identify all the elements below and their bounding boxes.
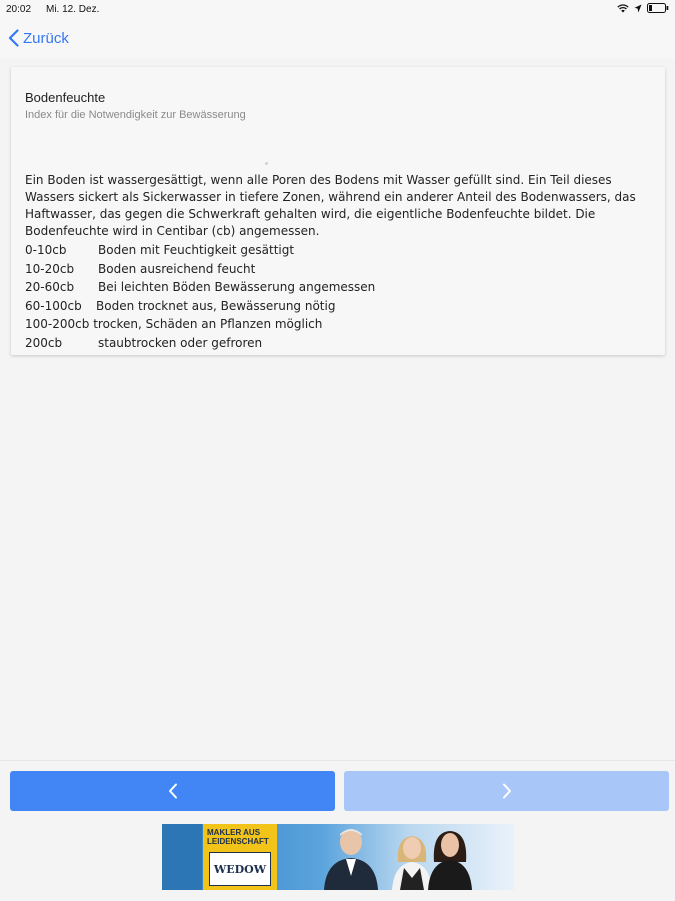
scale-text: staubtrocken oder gefroren xyxy=(98,335,263,350)
scale-row xyxy=(25,241,649,260)
scale-range: 20-60cb xyxy=(25,280,75,294)
banner-brand-panel xyxy=(203,824,277,890)
banner-accent xyxy=(162,824,202,890)
status-time: 20:02 xyxy=(6,4,32,15)
banner-headline: MAKLER AUS LEIDENSCHAFT xyxy=(207,828,269,846)
scale-text: Boden ausreichend feucht xyxy=(98,261,256,276)
next-button[interactable] xyxy=(344,771,669,811)
chevron-right-icon xyxy=(502,783,512,799)
scale-text: Boden mit Feuchtigkeit gesättigt xyxy=(98,243,295,257)
status-date: Mi. 12. Dez. xyxy=(46,4,100,15)
scale-row xyxy=(25,278,649,297)
scale-row xyxy=(25,260,649,279)
person-image xyxy=(426,828,474,890)
card-paragraph: Ein Boden ist wassergesättigt, wenn alle Poren des Bodens mit Wasser gefüllt sind. Ein Teil dieses Wassers sickert als Sickerwasser in tiefere Zonen, während ein anderer Anteil des Bodenwassers, das Haftwasser, das gegen die Schwerkraft gehalten wird, die eigentliche Bodenfeuchte bildet. Die Bodenfeuchte wird in Centibar (cb) angemessen. xyxy=(25,173,636,238)
status-bar xyxy=(0,0,675,18)
scale-text: Bei leichten Böden Bewässerung angemessen xyxy=(98,280,376,294)
content-area xyxy=(0,58,675,760)
scale-range: 200cb xyxy=(25,335,63,350)
moisture-scale xyxy=(25,241,649,352)
scale-row xyxy=(25,334,649,353)
scale-text: trocken, Schäden an Pflanzen möglich xyxy=(93,317,323,331)
back-button[interactable] xyxy=(8,26,69,50)
status-indicators xyxy=(617,3,669,13)
wifi-icon xyxy=(617,4,629,13)
info-card xyxy=(11,67,665,355)
scale-row xyxy=(25,297,649,316)
scale-range: 10-20cb xyxy=(25,261,75,276)
card-subtitle: Index für die Notwendigkeit zur Bewässerung xyxy=(25,109,246,121)
scale-range: 100-200cb xyxy=(25,317,90,331)
location-arrow-icon xyxy=(634,4,642,13)
ad-banner[interactable] xyxy=(162,824,514,890)
back-button-label: Zurück xyxy=(23,29,69,47)
scale-range: 60-100cb xyxy=(25,298,82,313)
card-body xyxy=(25,172,649,352)
banner-logo-text: WEDOW xyxy=(213,862,267,876)
bottom-toolbar xyxy=(0,760,675,901)
nav-bar xyxy=(0,18,675,58)
chevron-left-icon xyxy=(8,29,19,47)
scale-text: Boden trocknet aus, Bewässerung nötig xyxy=(96,298,336,313)
battery-icon xyxy=(647,3,669,13)
card-title: Bodenfeuchte xyxy=(25,90,106,105)
loading-dot xyxy=(265,162,268,165)
previous-button[interactable] xyxy=(10,771,335,811)
banner-logo xyxy=(209,852,271,886)
chevron-left-icon xyxy=(168,783,178,799)
person-image xyxy=(322,826,380,890)
scale-range: 0-10cb xyxy=(25,243,67,257)
scale-row xyxy=(25,315,649,334)
